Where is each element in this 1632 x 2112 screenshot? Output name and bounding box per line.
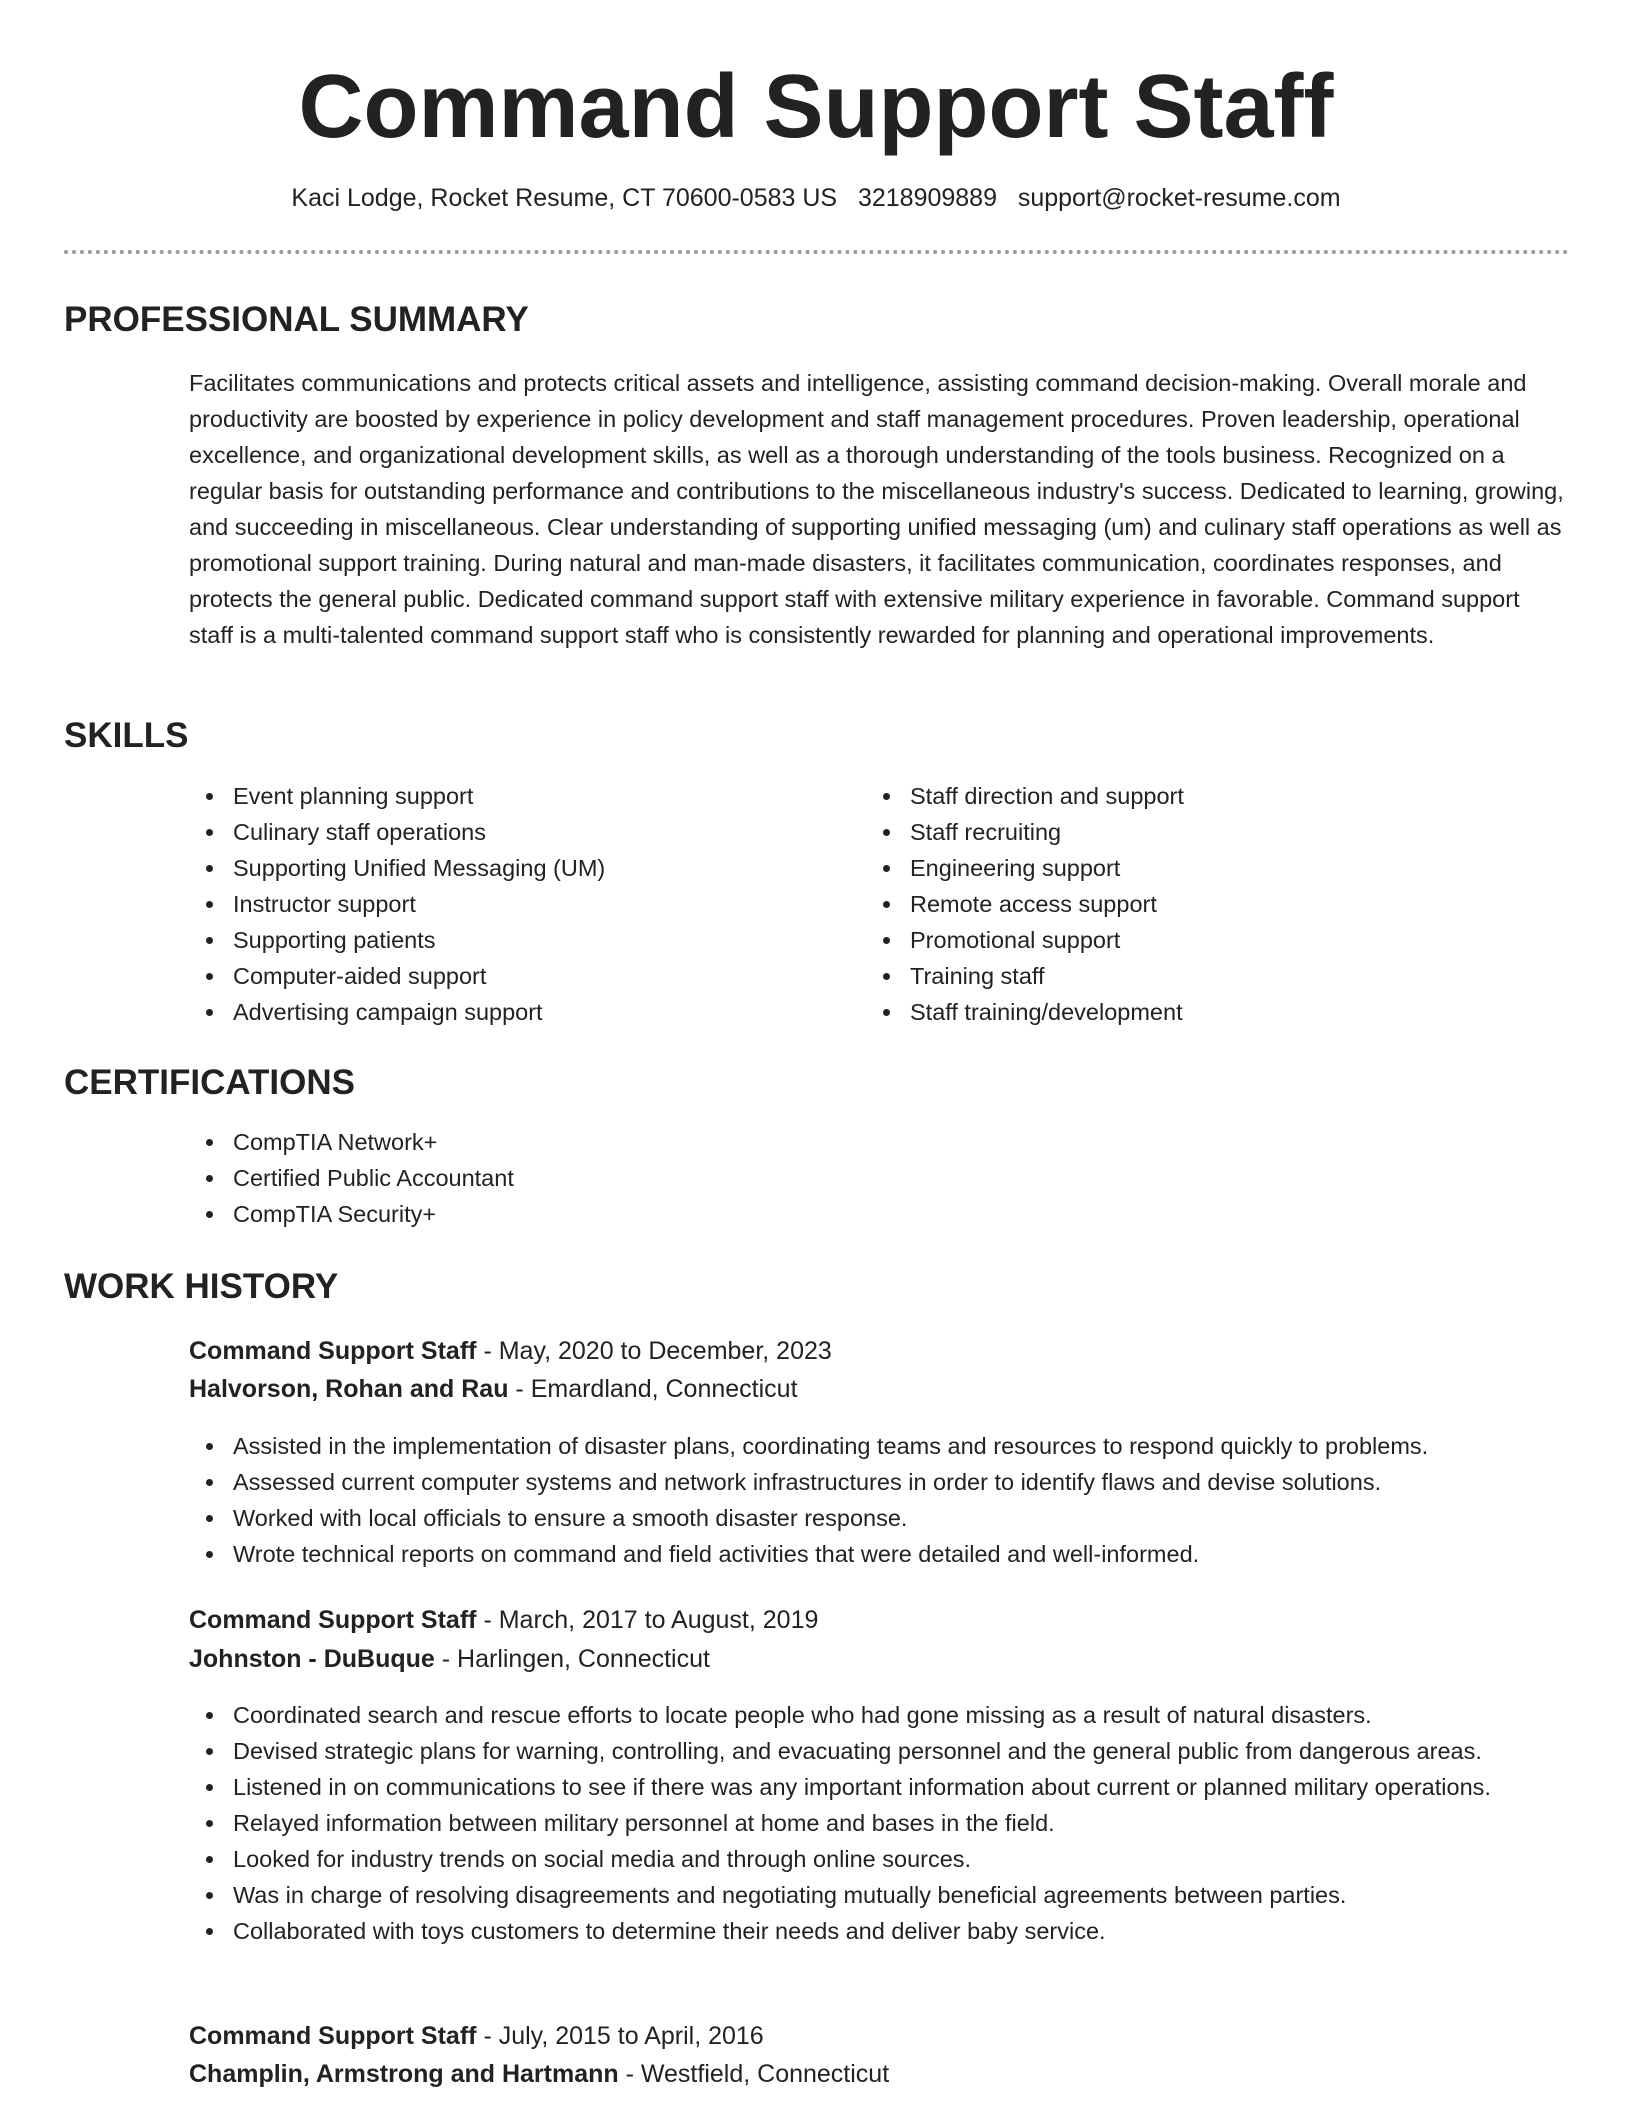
list-item: CompTIA Security+	[189, 1196, 1569, 1232]
header-divider	[64, 250, 1569, 254]
job-bullets	[189, 1428, 1579, 1572]
section-title-summary: PROFESSIONAL SUMMARY	[64, 300, 529, 339]
list-item: Staff direction and support	[866, 778, 1506, 814]
job-dates: - July, 2015 to April, 2016	[476, 2022, 764, 2050]
list-item: Devised strategic plans for warning, controlling, and evacuating personnel and the general public from dangerous areas.	[189, 1733, 1579, 1769]
job-company-line	[189, 2055, 889, 2093]
list-item: Staff training/development	[866, 994, 1506, 1030]
contact-address: Kaci Lodge, Rocket Resume, CT 70600-0583 US	[291, 184, 838, 212]
list-item: Wrote technical reports on command and field activities that were detailed and well-informed.	[189, 1536, 1579, 1572]
resume-title: Command Support Staff	[298, 57, 1334, 157]
contact-phone: 3218909889	[857, 184, 997, 212]
section-title-certifications: CERTIFICATIONS	[64, 1063, 356, 1102]
list-item: Engineering support	[866, 850, 1506, 886]
job-company-line	[189, 1370, 798, 1408]
contact-email: support@rocket-resume.com	[1017, 184, 1341, 212]
list-item: Listened in on communications to see if there was any important information about current or planned military operations.	[189, 1769, 1579, 1805]
job-role: Command Support Staff	[189, 1337, 477, 1365]
list-item: Supporting patients	[189, 922, 829, 958]
list-item: Certified Public Accountant	[189, 1160, 1569, 1196]
list-item: Remote access support	[866, 886, 1506, 922]
list-item: CompTIA Network+	[189, 1124, 1569, 1160]
list-item: Assisted in the implementation of disaster plans, coordinating teams and resources to respond quickly to problems.	[189, 1428, 1579, 1464]
job-dates: - May, 2020 to December, 2023	[476, 1337, 832, 1365]
job-company-line	[189, 1640, 710, 1678]
job-company: Johnston - DuBuque	[189, 1645, 435, 1673]
job-role-line	[189, 2017, 764, 2055]
job-role: Command Support Staff	[189, 1606, 477, 1634]
list-item: Staff recruiting	[866, 814, 1506, 850]
list-item: Promotional support	[866, 922, 1506, 958]
list-item: Was in charge of resolving disagreements and negotiating mutually beneficial agreements between parties.	[189, 1877, 1579, 1913]
job-role-line	[189, 1332, 832, 1370]
job-location: - Harlingen, Connecticut	[434, 1645, 710, 1673]
job-company: Halvorson, Rohan and Rau	[189, 1375, 509, 1403]
job-location: - Emardland, Connecticut	[508, 1375, 798, 1403]
list-item: Culinary staff operations	[189, 814, 829, 850]
skills-list-right	[866, 778, 1506, 1030]
section-title-work-history: WORK HISTORY	[64, 1267, 339, 1306]
list-item: Instructor support	[189, 886, 829, 922]
list-item: Looked for industry trends on social media and through online sources.	[189, 1841, 1579, 1877]
contact-line	[0, 180, 1632, 216]
list-item: Training staff	[866, 958, 1506, 994]
job-location: - Westfield, Connecticut	[618, 2060, 890, 2088]
job-dates: - March, 2017 to August, 2019	[476, 1606, 819, 1634]
list-item: Event planning support	[189, 778, 829, 814]
list-item: Assessed current computer systems and network infrastructures in order to identify flaws and devise solutions.	[189, 1464, 1579, 1500]
list-item: Relayed information between military personnel at home and bases in the field.	[189, 1805, 1579, 1841]
summary-text: Facilitates communications and protects critical assets and intelligence, assisting command decision-making. Overall morale and productivity are boosted by experience in policy development and staff management procedures. Proven leadership, operational excellence, and organizational development skills, as well as a thorough understanding of the tools business. Recognized on a regular basis for outstanding performance and contributions to the miscellaneous industry's success. Dedicated to learning, growing, and succeeding in miscellaneous. Clear understanding of supporting unified messaging (um) and culinary staff operations as well as promotional support training. During natural and man-made disasters, it facilitates communication, coordinates responses, and protects the general public. Dedicated command support staff with extensive military experience in favorable. Command support staff is a multi-talented command support staff who is consistently rewarded for planning and operational improvements.	[189, 370, 1564, 648]
section-title-skills: SKILLS	[64, 716, 189, 755]
list-item: Computer-aided support	[189, 958, 829, 994]
certifications-list	[189, 1124, 1569, 1232]
job-role-line	[189, 1601, 818, 1639]
list-item: Worked with local officials to ensure a smooth disaster response.	[189, 1500, 1579, 1536]
list-item: Supporting Unified Messaging (UM)	[189, 850, 829, 886]
list-item: Collaborated with toys customers to determine their needs and deliver baby service.	[189, 1913, 1579, 1949]
list-item: Coordinated search and rescue efforts to locate people who had gone missing as a result of natural disasters.	[189, 1697, 1579, 1733]
list-item: Advertising campaign support	[189, 994, 829, 1030]
skills-list-left	[189, 778, 829, 1030]
job-company: Champlin, Armstrong and Hartmann	[189, 2060, 619, 2088]
job-role: Command Support Staff	[189, 2022, 477, 2050]
job-bullets	[189, 1697, 1579, 1949]
